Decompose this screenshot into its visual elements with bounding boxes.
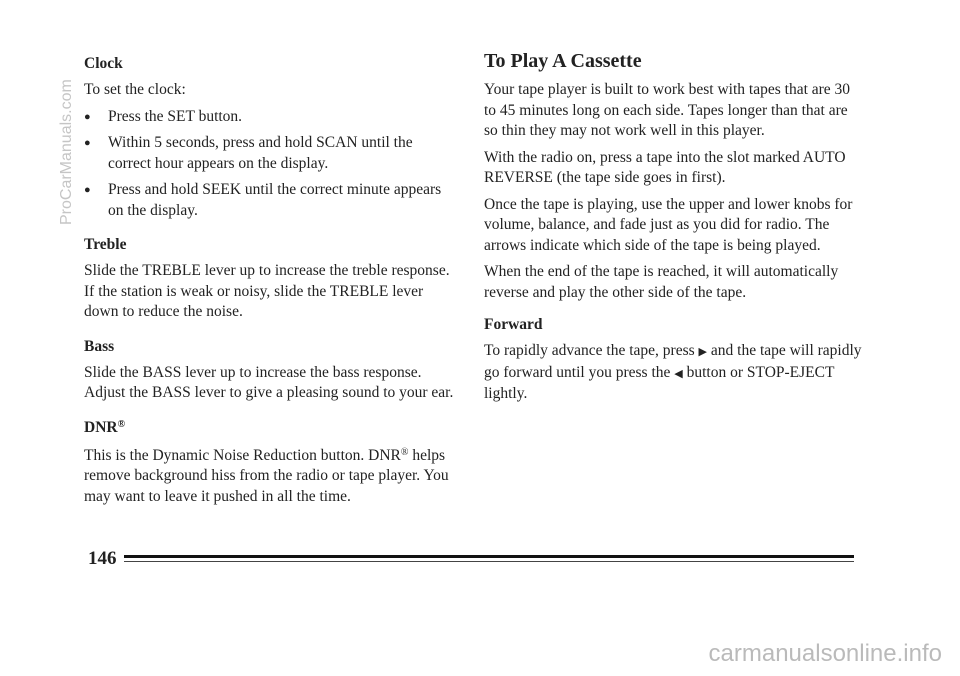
clock-step-text: Press and hold SEEK until the correct minute appears on the display. <box>108 181 442 219</box>
footer-rule-thin <box>124 561 854 562</box>
cassette-para: With the radio on, press a tape into the slot marked AUTO REVERSE (the tape side goes in first). <box>484 148 846 186</box>
cassette-heading: To Play A Cassette <box>484 50 642 72</box>
bass-heading: Bass <box>84 337 115 355</box>
bullet-icon: ● <box>84 137 91 149</box>
dnr-text <box>84 446 454 508</box>
treble-heading: Treble <box>84 236 127 253</box>
bullet-icon: ● <box>84 110 91 123</box>
play-reverse-icon: ◀ <box>674 367 683 380</box>
bottom-watermark: carmanualsonline.info <box>708 640 942 667</box>
cassette-para: Your tape player is built to work best with tapes that are 30 to 45 minutes long on each side. Tapes longer than that are so thin they may not work well in this player. <box>484 81 851 139</box>
forward-heading: Forward <box>484 316 543 333</box>
dnr-text-part: This is the Dynamic Noise Reduction button. DNR <box>84 446 401 464</box>
registered-mark: ® <box>117 418 126 430</box>
clock-heading: Clock <box>84 55 123 72</box>
cassette-para: Once the tape is playing, use the upper and lower knobs for volume, balance, and fade just as you did for radio. The arrows indicate which side of the tape is being played. <box>484 195 853 254</box>
clock-step <box>84 107 454 128</box>
bass-text: Slide the BASS lever up to increase the bass response. Adjust the BASS lever to give a pleasing sound to your ear. <box>84 363 454 401</box>
forward-text-part: To rapidly advance the tape, press <box>484 342 699 359</box>
cassette-para: When the end of the tape is reached, it will automatically reverse and play the other side of the tape. <box>484 263 839 301</box>
bullet-icon: ● <box>84 184 91 196</box>
right-column <box>484 50 864 405</box>
treble-text: Slide the TREBLE lever up to increase the treble response. If the station is weak or noisy, slide the TREBLE lever down to reduce the noise. <box>84 262 450 320</box>
forward-text <box>484 341 864 405</box>
dnr-heading <box>84 418 454 438</box>
side-watermark: ProCarManuals.com <box>58 79 75 225</box>
clock-intro: To set the clock: <box>84 81 186 98</box>
page-number: 146 <box>88 548 117 569</box>
play-forward-icon: ▶ <box>698 346 708 358</box>
footer-rule <box>124 555 854 558</box>
registered-mark: ® <box>400 446 409 458</box>
clock-step-text: Press the SET button. <box>108 107 243 125</box>
dnr-text-part: helps remove background hiss from the radio or tape player. You may want to leave it pushed in all the time. <box>84 446 449 505</box>
left-column <box>84 54 454 507</box>
forward-text-part: button or STOP-EJECT lightly. <box>484 363 835 402</box>
clock-step <box>84 180 454 221</box>
dnr-heading-text: DNR <box>84 418 118 436</box>
forward-text-part: and the tape will rapidly go forward until you press the <box>484 342 862 381</box>
clock-step <box>84 133 454 174</box>
clock-step-text: Within 5 seconds, press and hold SCAN until the correct hour appears on the display. <box>108 134 413 172</box>
